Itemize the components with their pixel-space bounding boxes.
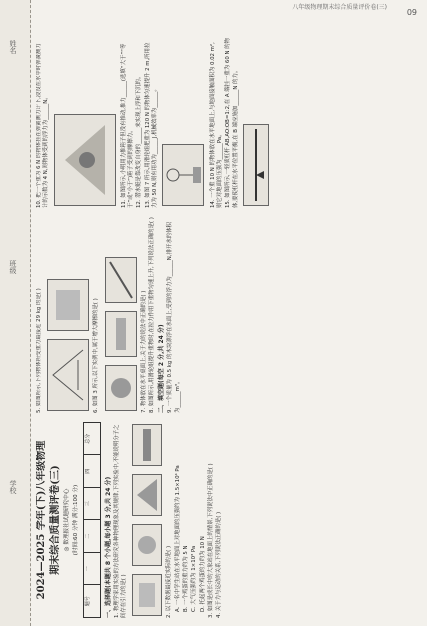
section-1-title: 一、选择题(本题共 8 个小题,每小题 3 分,共 24 分) <box>104 476 112 618</box>
score-header: 题号 <box>84 585 100 618</box>
question-6: 6. 如图 3 所示,以下实例中,属于增大摩擦的是( ) <box>93 298 100 413</box>
q1-figure-a <box>132 574 162 616</box>
question-8: 8. 如图所示,用滑轮组提升重物时,在拉力作用下重物匀速上升,下列说法正确的是( ) <box>148 217 155 413</box>
q15-figure <box>243 124 269 206</box>
q10-figure <box>54 114 116 206</box>
q13-figure <box>162 144 204 206</box>
score-header: 二 <box>84 520 100 553</box>
q6-figure <box>105 365 137 411</box>
score-header: 一 <box>84 552 100 585</box>
header-strip: 八年级物理期末综合质量评价卷(三) <box>292 4 387 11</box>
score-table <box>83 422 101 618</box>
q5-figure <box>47 279 89 331</box>
q5-figures <box>45 217 91 413</box>
q2-option: D. 托起两个鸡蛋的力约为 10 N <box>199 536 206 612</box>
q6-figure <box>105 257 137 303</box>
question-1: 1. 物理学家用实验的方法研究各种物理现象及其规律,下列实验中,不能说明分子之间存在引力的是( ) <box>113 424 128 618</box>
score-header: 总分 <box>84 433 91 444</box>
question-7: 7. 物体放在水平桌面上,关于力的说法中正确的是( ) <box>140 290 147 413</box>
q6-figure <box>105 311 137 357</box>
section-2-title: 二、填空题(每空 2 分,共 24 分) <box>158 324 166 413</box>
column-middle <box>36 217 427 413</box>
score-header: 三 <box>84 487 100 520</box>
binding-label: 学校 <box>9 480 17 494</box>
q5-figure <box>47 339 89 411</box>
exam-title-1: 2024—2025 学年(下)八年级物理 <box>36 440 47 600</box>
question-3: 3. 如图是成长中的大象站在地面上的情景,下列说法中正确的是( ) <box>207 463 214 618</box>
question-4: 4. 关于力与运动的关系,下列说法正确的是( ) <box>216 511 223 618</box>
question-5: 5. 如图所示,下列物体所受重力最接近 29 kg 的是( ) <box>36 288 42 413</box>
question-10: 10. 把一个重为 6 N 的物体挂在弹簧测力计下,浸没在水中时弹簧测力计的示数为 4 N,则物体受到的浮力为______N。 <box>36 43 50 208</box>
q1-figures <box>130 422 164 618</box>
q1-figure-d <box>132 424 162 466</box>
q2-option: A. 一名中学生站在水平地面上对地面的压强约为 1.5×10⁴ Pa <box>174 465 181 612</box>
question-9: 9. 一个质量为 0.5 kg 的木块漂浮在水面上,受到的浮力为______N,排开水的体积为______m³。 <box>167 222 181 413</box>
page-number: 09 <box>406 8 417 17</box>
exam-time: (时间:60 分钟 满分:100 分) <box>73 484 80 556</box>
column-left <box>36 422 427 618</box>
rotated-content <box>36 38 427 618</box>
exam-title-2: 期末综合质量测评卷(三) <box>50 465 61 575</box>
binding-label: 姓名 <box>9 40 17 54</box>
q6-figures <box>103 217 139 413</box>
q2-option: C. 大气压强约为 1×10³ Pa <box>191 545 198 612</box>
q1-figure-b <box>132 524 162 566</box>
question-2: 2. 以下数据最接近实际的是( ) <box>166 545 173 618</box>
column-right <box>36 38 427 208</box>
question-14: 14. 一个重 10 N 的物体放在水平地面上,与地面接触面积为 0.02 m²,则它对地面的压强为______Pa。 <box>209 42 223 208</box>
question-12: 12. 潜水艇是靠改变自身的______来实现上浮和下沉的。 <box>136 73 143 208</box>
question-15: 15. 如图所示,一轻质杠杆 AB,AO:OB=1:2,在 A 端挂一重为 60 N 的物体,要使杠杆在水平位置平衡,在 B 端应施加______N 的力。 <box>225 38 239 208</box>
question-13: 13. 如图 7 所示,用滑轮组把重为 120 N 的物体匀速提升 2 m,所用拉力为 50 N,则有用功为______J,机械效率为______。 <box>144 42 159 208</box>
q1-figure-c <box>132 474 162 516</box>
binding-margin <box>0 0 31 626</box>
exam-org: ◎ 数理报社试题研究中心 <box>64 488 70 552</box>
binding-label: 班级 <box>9 260 17 274</box>
question-11: 11. 如图所示,小明用力推箱子但没有推动,推力______(选填“大于”“等于”或“小于”)箱子受到的摩擦力。 <box>120 43 135 208</box>
score-header: 四 <box>84 455 100 488</box>
q2-option: B. 一个鸡蛋的重力约为 5 N <box>183 545 190 612</box>
